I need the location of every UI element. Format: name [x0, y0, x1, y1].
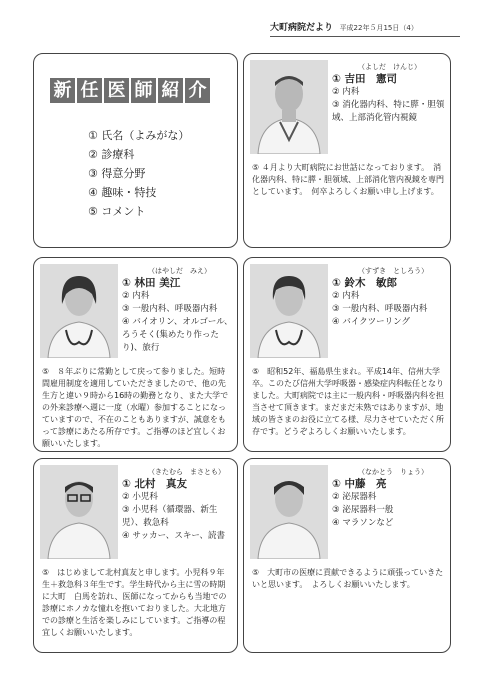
legend-list	[88, 126, 189, 221]
title-char: 医	[104, 78, 129, 103]
specialty: ③ 一般内科、呼吸器内科	[122, 304, 218, 314]
doctor-name: ① 鈴木 敏郎	[332, 277, 398, 289]
issue-date: 平成22年５月15日（4）	[339, 24, 418, 32]
department: ② 泌尿器科	[332, 492, 377, 502]
specialty: ③ 小児科（循環器、新生児）、救急科	[122, 505, 218, 528]
newsletter-title: 大町病院だより	[270, 23, 334, 33]
doctor-card	[33, 458, 238, 653]
title-char: 介	[185, 78, 210, 103]
name-reading: （よしだ けんじ）	[358, 63, 421, 71]
section-title	[50, 78, 210, 103]
legend-item: ② 診療科	[88, 148, 135, 161]
department: ② 小児科	[122, 492, 158, 502]
hobby: ④ マラソンなど	[332, 518, 394, 528]
legend-item: ③ 得意分野	[88, 167, 146, 180]
doctor-comment: ⑤ ８年ぶりに常勤として戻って参りました。短時間雇用制度を適用していただきましたので、他の先生方と違い９時から16時の勤務となり、また大学での外来診療へ週に一度（水曜）参加することになっていますので、不在のこともありますが、誠意をもって診療にあたる所存です。ご指導のほど宜しくお願いいたします。	[42, 367, 229, 448]
specialty: ③ 消化器内科、特に膵・胆領域、上部消化管内視鏡	[332, 100, 445, 123]
legend-item: ④ 趣味・特技	[88, 186, 157, 199]
name-reading: （なかとう りょう）	[358, 468, 428, 476]
doctor-comment: ⑤ ４月より大町病院にお世話になっております。 消化器内科、特に膵・胆領域、上部消化管内視鏡を専門としています。 何卒よろしくお願い申し上げます。	[252, 163, 444, 196]
doctor-comment: ⑤ 昭和52年、福島県生まれ。平成14年、信州大学卒。このたび信州大学呼吸器・感染症内科転任となりました。大町病院では主に一般内科・呼吸器内科を担当させて頂きます。まだまだ未熟ではありますが、地域の皆さまのお役に立てる様、尽力させていただく所存です。どうぞよろしくお願いいたします。	[252, 367, 444, 436]
doctor-photo	[250, 60, 328, 154]
doctor-comment: ⑤ 大町市の医療に貢献できるように頑張っていきたいと思います。 よろしくお願いいたします。	[252, 568, 444, 589]
title-char: 師	[131, 78, 156, 103]
hobby: ④ バイオリン、オルゴール、ろうそく(集めたり作ったり)、旅行	[122, 317, 233, 353]
hobby: ④ サッカー、スキー、読書	[122, 531, 225, 541]
doctor-photo	[40, 264, 118, 358]
name-reading: （きたむら まさとも）	[148, 468, 225, 476]
specialty: ③ 泌尿器科一般	[332, 505, 394, 515]
doctor-name: ① 吉田 憲司	[332, 73, 398, 85]
legend-card	[33, 53, 238, 248]
doctor-name: ① 中藤 亮	[332, 478, 387, 490]
doctor-photo	[250, 465, 328, 559]
doctor-name: ① 林田 美江	[122, 277, 181, 289]
department: ② 内科	[332, 87, 360, 97]
doctor-name: ① 北村 真友	[122, 478, 188, 490]
newsletter-header	[270, 20, 460, 37]
doctor-card	[243, 257, 451, 452]
doctor-photo	[40, 465, 118, 559]
doctor-comment: ⑤ はじめまして北村真友と申します。小児科９年生＋救急科３年生です。学生時代から主に雪の時期に大町 白馬を訪れ、医師になってからも当地での診療にホノカな憧れを抱いておりました。大北地方での診療と生活を楽しみにしています。ご指導の程宜しくお願いいたします。	[42, 568, 227, 637]
title-char: 新	[50, 78, 75, 103]
legend-item: ① 氏名（よみがな）	[88, 129, 190, 142]
title-char: 任	[77, 78, 102, 103]
department: ② 内科	[122, 291, 150, 301]
title-char: 紹	[158, 78, 183, 103]
doctor-card	[243, 53, 451, 248]
name-reading: （はやしだ みえ）	[148, 267, 211, 275]
legend-item: ⑤ コメント	[88, 205, 146, 218]
hobby: ④ バイクツーリング	[332, 317, 410, 327]
doctor-card	[33, 257, 238, 452]
specialty: ③ 一般内科、呼吸器内科	[332, 304, 428, 314]
name-reading: （すずき としろう）	[358, 267, 429, 275]
doctor-card	[243, 458, 451, 653]
doctor-photo	[250, 264, 328, 358]
department: ② 内科	[332, 291, 360, 301]
